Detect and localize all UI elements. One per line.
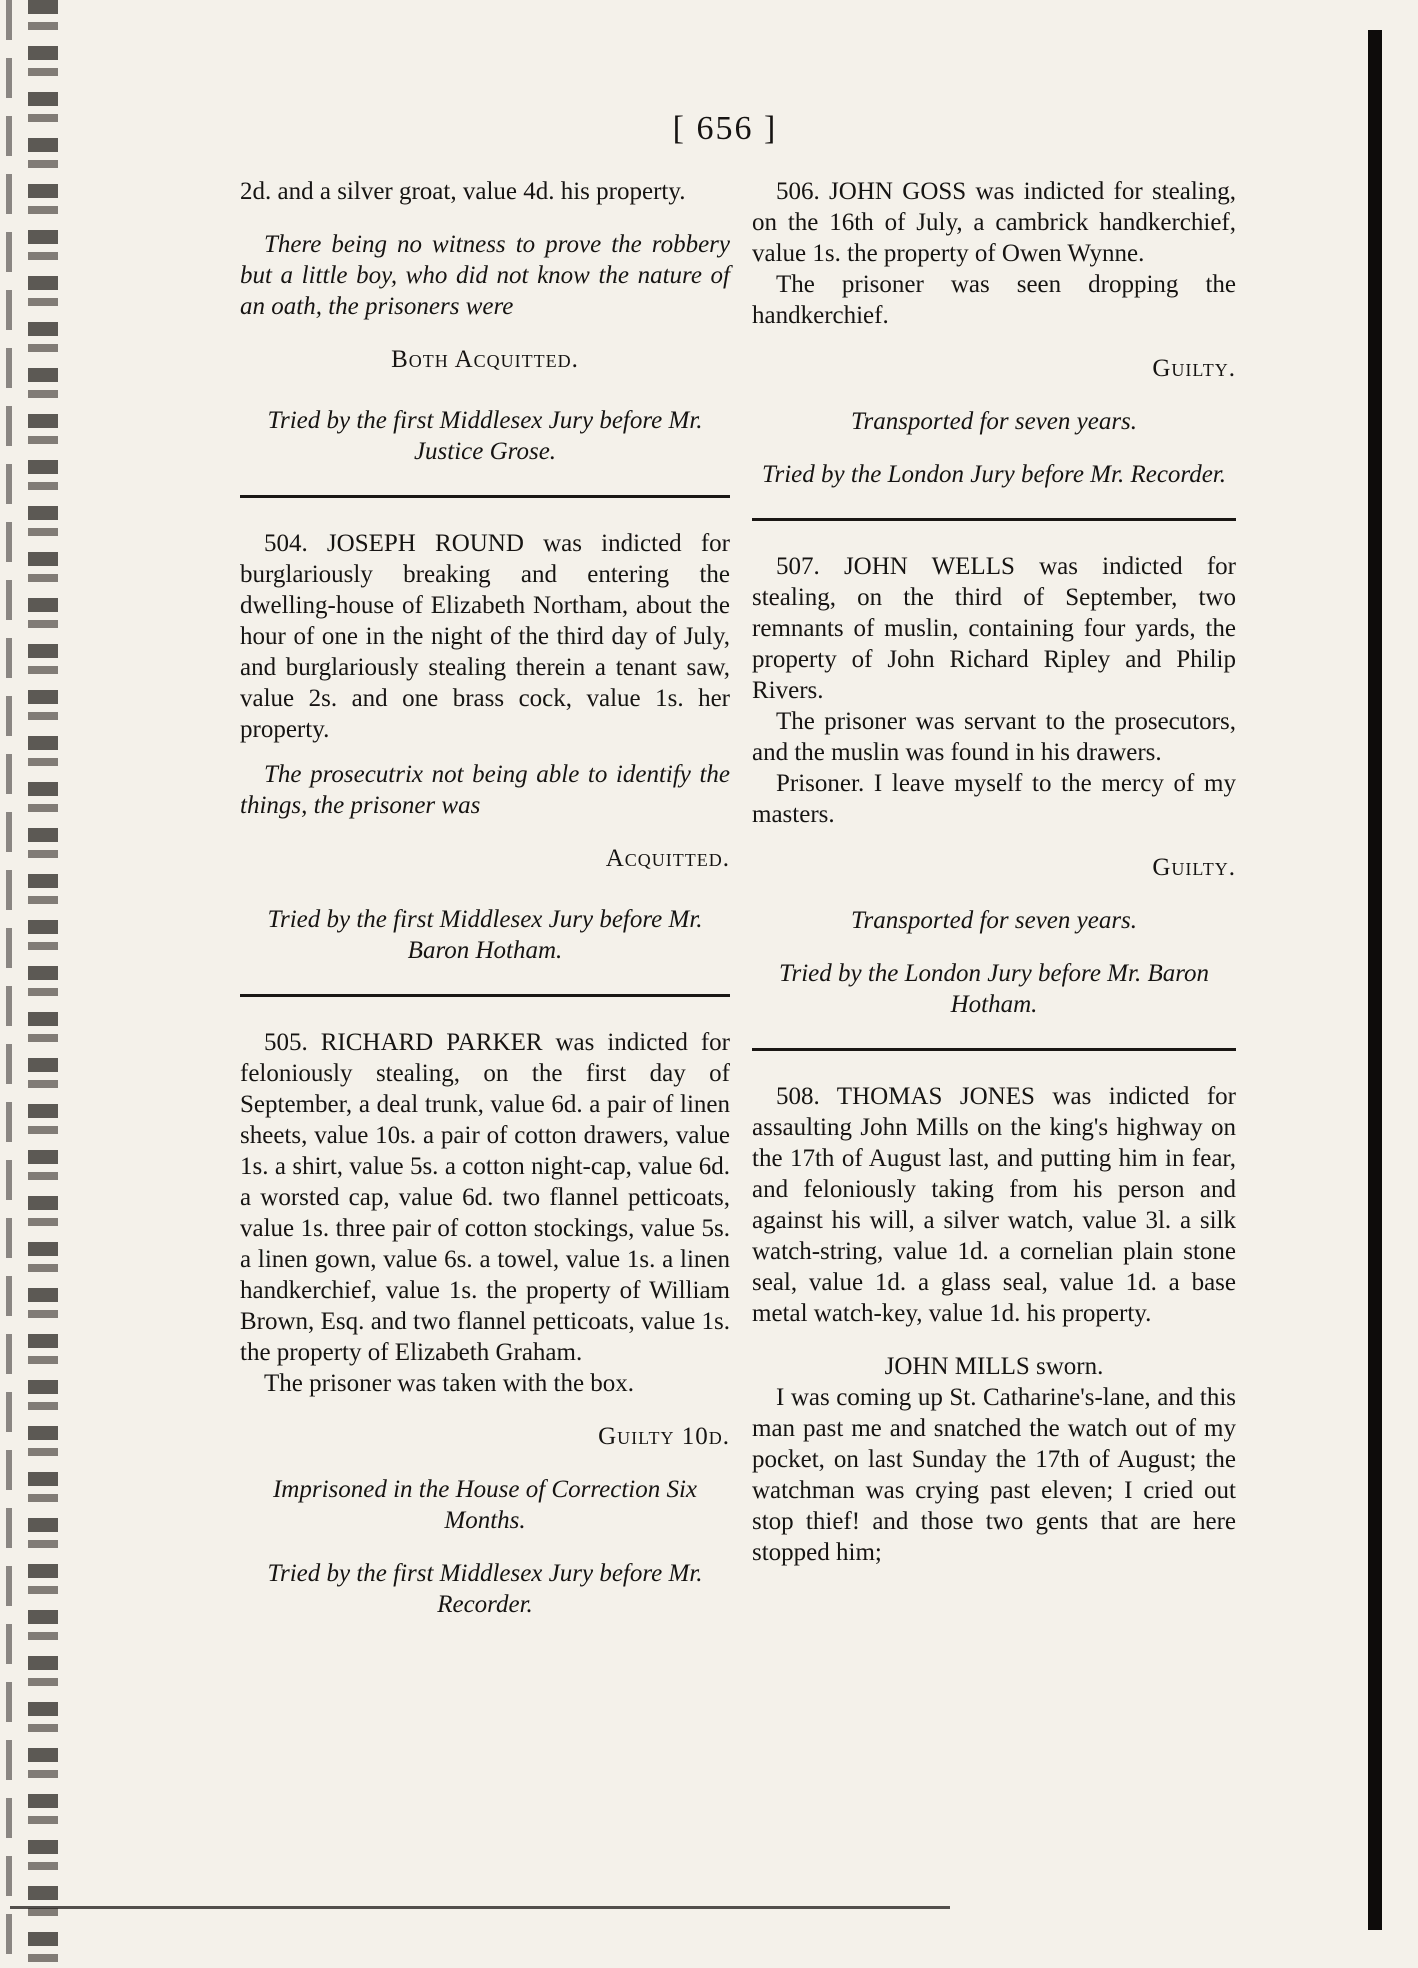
case-507-text: 507. JOHN WELLS was indicted for stealing, on the third of September, two remnants of muslin, containing four yards, the property of John Richard Ripley and Philip Rivers.	[752, 553, 1236, 704]
case-505-text: 505. RICHARD PARKER was indicted for feloniously stealing, on the first day of September, a deal trunk, value 6d. a pair of linen sheets, value 10s. a pair of cotton drawers, value 1s. a shirt, value 5s. a cotton night-cap, value 6d. a worsted cap, value 6d. two flannel petticoats, value 1s. three pair of cotton stockings, value 5s. a linen gown, value 6s. a towel, value 1s. a linen handkerchief, value 1s. the property of William Brown, Esq. and two flannel petticoats, value 1s. the property of Elizabeth Graham.	[240, 1029, 730, 1366]
case-505-trial: Tried by the first Middlesex Jury before Mr. Recorder.	[267, 1560, 703, 1618]
continuation-text: 2d. and a silver groat, value 4d. his property.	[240, 178, 686, 205]
case-505-verdict: Guilty 10d.	[598, 1423, 730, 1450]
case-504-note: The prosecutrix not being able to identify the things, the prisoner was	[240, 761, 730, 819]
section-divider	[752, 518, 1236, 521]
case-507-evidence: The prisoner was servant to the prosecutors, and the muslin was found in his drawers.	[752, 708, 1236, 766]
case-504-trial: Tried by the first Middlesex Jury before Mr. Baron Hotham.	[267, 906, 703, 964]
case-506-text: 506. JOHN GOSS was indicted for stealing, on the 16th of July, a cambrick handkerchief, value 1s. the property of Owen Wynne.	[752, 178, 1236, 267]
section-divider	[240, 495, 730, 498]
case-505-evidence: The prisoner was taken with the box.	[264, 1370, 635, 1397]
witness-heading: JOHN MILLS sworn.	[884, 1353, 1104, 1380]
note-acquittal: There being no witness to prove the robbery but a little boy, who did not know the nature of an oath, the prisoners were	[240, 231, 730, 320]
left-column	[240, 176, 730, 1620]
case-506-verdict: Guilty.	[1152, 355, 1236, 382]
case-506-sentence: Transported for seven years.	[850, 408, 1138, 435]
case-507-prisoner-statement: Prisoner. I leave myself to the mercy of my masters.	[752, 770, 1236, 828]
page-edge-shadow	[1368, 30, 1382, 1930]
trial-note-grose: Tried by the first Middlesex Jury before Mr. Justice Grose.	[267, 407, 703, 465]
case-506-evidence: The prisoner was seen dropping the handkerchief.	[752, 271, 1236, 329]
binding-edge	[28, 0, 58, 1968]
case-504-verdict: Acquitted.	[605, 845, 730, 872]
page-number: [ 656 ]	[672, 110, 778, 147]
verdict-both-acquitted: Both Acquitted.	[391, 346, 579, 373]
case-507-verdict: Guilty.	[1152, 854, 1236, 881]
case-505-sentence: Imprisoned in the House of Correction Six Months.	[272, 1476, 698, 1534]
case-507-sentence: Transported for seven years.	[850, 907, 1138, 934]
case-506-trial: Tried by the London Jury before Mr. Recorder.	[761, 461, 1227, 488]
case-504-text: 504. JOSEPH ROUND was indicted for burglariously breaking and entering the dwelling-house of Elizabeth Northam, about the hour of one in the night of the third day of July, and burglariously stealing therein a tenant saw, value 2s. and one brass cock, value 1s. her property.	[240, 530, 730, 743]
case-507-trial: Tried by the London Jury before Mr. Baron Hotham.	[778, 960, 1210, 1018]
bottom-rule	[10, 1906, 950, 1909]
case-508-text: 508. THOMAS JONES was indicted for assaulting John Mills on the king's highway on the 17th of August last, and putting him in fear, and feloniously taking from his person and against his will, a silver watch, value 3l. a silk watch-string, value 1d. a cornelian plain stone seal, value 1d. a glass seal, value 1d. a base metal watch-key, value 1d. his property.	[752, 1083, 1236, 1327]
binding-edge-outer	[6, 0, 12, 1968]
right-column	[752, 176, 1236, 1568]
witness-testimony: I was coming up St. Catharine's-lane, and this man past me and snatched the watch out of my pocket, on last Sunday the 17th of August; the watchman was crying past eleven; I cried out stop thief! and those two gents that are here stopped him;	[752, 1384, 1236, 1566]
section-divider	[240, 994, 730, 997]
section-divider	[752, 1048, 1236, 1051]
